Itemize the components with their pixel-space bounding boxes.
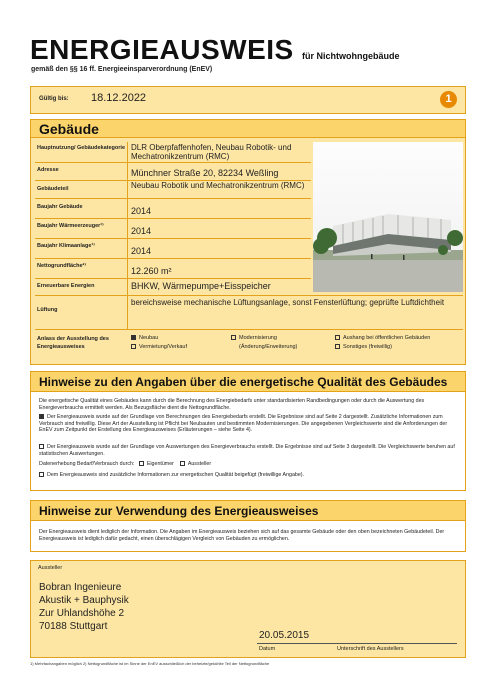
data-collection: Datenerhebung Bedarf/Verbrauch durch: Eigentümer Aussteller <box>39 461 212 467</box>
hints-usage-heading: Hinweise zur Verwendung des Energieausweises <box>31 501 465 521</box>
hints-quality-heading: Hinweise zu den Angaben über die energetische Qualität des Gebäudes <box>31 372 465 392</box>
row-value: DLR Oberpfaffenhofen, Neubau Robotik- und Mechatronikzentrum (RMC) <box>131 143 292 161</box>
row-value: bereichsweise mechanische Lüftungsanlage, sonst Fensterlüftung; geprüfte Luftdichtheit <box>131 298 445 307</box>
option-demand[interactable]: Der Energieausweis wurde auf der Grundlage von Berechnungen des Energiebedarfs erstellt. Die Ergebnisse sind auf Seite 2 dargestellt. Zusätzliche Informationen zum Verbrauch sind freiwillig. Diese Art der Ausstellung ist Pflicht bei Neubauten und bestimmten Modernisierungen. Die angegebenen Vergleichswerte sind die Anforderungen der EnEV zum Zeitpunkt der Erstellung des Energieausweises (Erläuterungen – siehe Seite 4). <box>39 414 448 434</box>
validity-box <box>30 86 466 114</box>
signature-label: Unterschrift des Ausstellers <box>337 646 404 652</box>
title-suffix: für Nichtwohngebäude <box>301 51 400 61</box>
row-label: Nettogrundfläche²⁾ <box>37 263 86 269</box>
option-consumption[interactable]: Der Energieausweis wurde auf der Grundlage von Auswertungen des Energieverbrauchs erstellt. Die Ergebnisse sind auf Seite 3 dargestellt. Die Vergleichswerte beruhen auf statistischen Auswertungen. <box>39 444 455 457</box>
hints-intro: Die energetische Qualität eines Gebäudes kann durch die Berechnung des Energiebedarfs unter standardisierten Randbedingungen oder durch die Auswertung des Energieverbrauchs ermittelt werden. Als Bezugsfläche dient die Nettogrundfläche. <box>39 398 425 411</box>
checkbox-icon[interactable] <box>335 344 340 349</box>
row-value: 12.260 m² <box>131 266 172 276</box>
row-ac-year <box>35 238 311 259</box>
row-ventilation <box>35 295 463 330</box>
reason-label: Anlass der Ausstellung des Energieausweises <box>37 336 109 350</box>
hints-usage-section <box>30 500 466 552</box>
checkbox-checked-icon[interactable] <box>131 335 136 340</box>
reason-rent-sale[interactable]: Vermietung/Verkauf <box>131 344 187 351</box>
reason-other[interactable]: Sonstiges (freiwillig) <box>335 344 392 351</box>
row-value: 2014 <box>131 246 152 256</box>
row-building-part <box>35 180 311 199</box>
reason-modernization[interactable]: Modernisierung <box>231 335 277 342</box>
checkbox-checked-icon[interactable] <box>39 414 44 419</box>
row-address <box>35 162 311 181</box>
row-label: Gebäudeteil <box>37 186 69 192</box>
row-value: 2014 <box>131 206 152 216</box>
footnote: 1) Mehrfachangaben möglich 2) Nettogrundfläche ist im Sinne der EnEV ausschließlich der beheizte/gekühlte Teil der Nettogrundfläche <box>30 661 270 666</box>
building-photo <box>313 142 463 292</box>
row-label: Lüftung <box>37 307 58 313</box>
page-number-badge: 1 <box>440 91 457 108</box>
row-label: Erneuerbare Energien <box>37 283 95 289</box>
reason-public-display[interactable]: Aushang bei öffentlichen Gebäuden <box>335 335 430 342</box>
signature-line <box>257 643 457 644</box>
date-label: Datum <box>259 646 276 652</box>
row-main-use <box>35 142 311 163</box>
row-value: 2014 <box>131 226 152 236</box>
reason-modernization-detail: (Änderung/Erweiterung) <box>239 344 298 350</box>
reason-new-building[interactable]: Neubau <box>131 335 158 342</box>
row-label: Baujahr Wärmeerzeuger¹⁾ <box>37 223 104 229</box>
building-heading: Gebäude <box>31 120 465 138</box>
row-label: Hauptnutzung/ Gebäudekategorie <box>37 145 126 151</box>
validity-date: 18.12.2022 <box>91 92 147 104</box>
page-subtitle: gemäß den §§ 16 ff. Energieeinsparverordnung (EnEV) <box>31 66 213 73</box>
validity-label: Gültig bis: <box>39 96 69 102</box>
page-title <box>30 34 399 66</box>
building-section <box>30 119 466 365</box>
row-build-year <box>35 198 311 219</box>
row-label: Baujahr Klimaanlage¹⁾ <box>37 243 95 249</box>
issuer-label: Aussteller <box>38 565 63 571</box>
issuance-reason <box>35 331 463 361</box>
row-net-area <box>35 258 311 279</box>
checkbox-icon[interactable] <box>131 344 136 349</box>
issue-date: 20.05.2015 <box>259 630 310 641</box>
row-value: Münchner Straße 20, 82234 Weßling <box>131 168 279 178</box>
hints-usage-text: Der Energieausweis dient lediglich der Information. Die Angaben im Energieausweis beziehen sich auf das gesamte Gebäude oder den oben bezeichneten Gebäudeteil. Der Energieausweis ist lediglich dafür gedacht, einen überschlägigen Vergleich von Gebäuden zu ermöglichen. <box>39 529 445 542</box>
row-heater-year <box>35 218 311 239</box>
row-label: Baujahr Gebäude <box>37 204 83 210</box>
checkbox-icon[interactable] <box>39 444 44 449</box>
checkbox-icon[interactable] <box>180 461 185 466</box>
issuer-section <box>30 560 466 658</box>
checkbox-icon[interactable] <box>231 335 236 340</box>
row-value: Neubau Robotik und Mechatronikzentrum (RMC) <box>131 181 305 190</box>
checkbox-icon[interactable] <box>39 472 44 477</box>
issuer-address: Bobran Ingenieure Akustik + Bauphysik Zur Uhlandshöhe 2 70188 Stuttgart <box>39 582 129 632</box>
checkbox-icon[interactable] <box>139 461 144 466</box>
checkbox-icon[interactable] <box>335 335 340 340</box>
title-main: ENERGIEAUSWEIS <box>30 34 294 65</box>
hints-quality-section <box>30 371 466 491</box>
row-label: Adresse <box>37 167 59 173</box>
option-attachment[interactable]: Dem Energieausweis sind zusätzliche Informationen zur energetischen Qualität beigefügt (freiwillige Angabe). <box>39 472 459 479</box>
row-value: BHKW, Wärmepumpe+Eisspeicher <box>131 281 271 291</box>
